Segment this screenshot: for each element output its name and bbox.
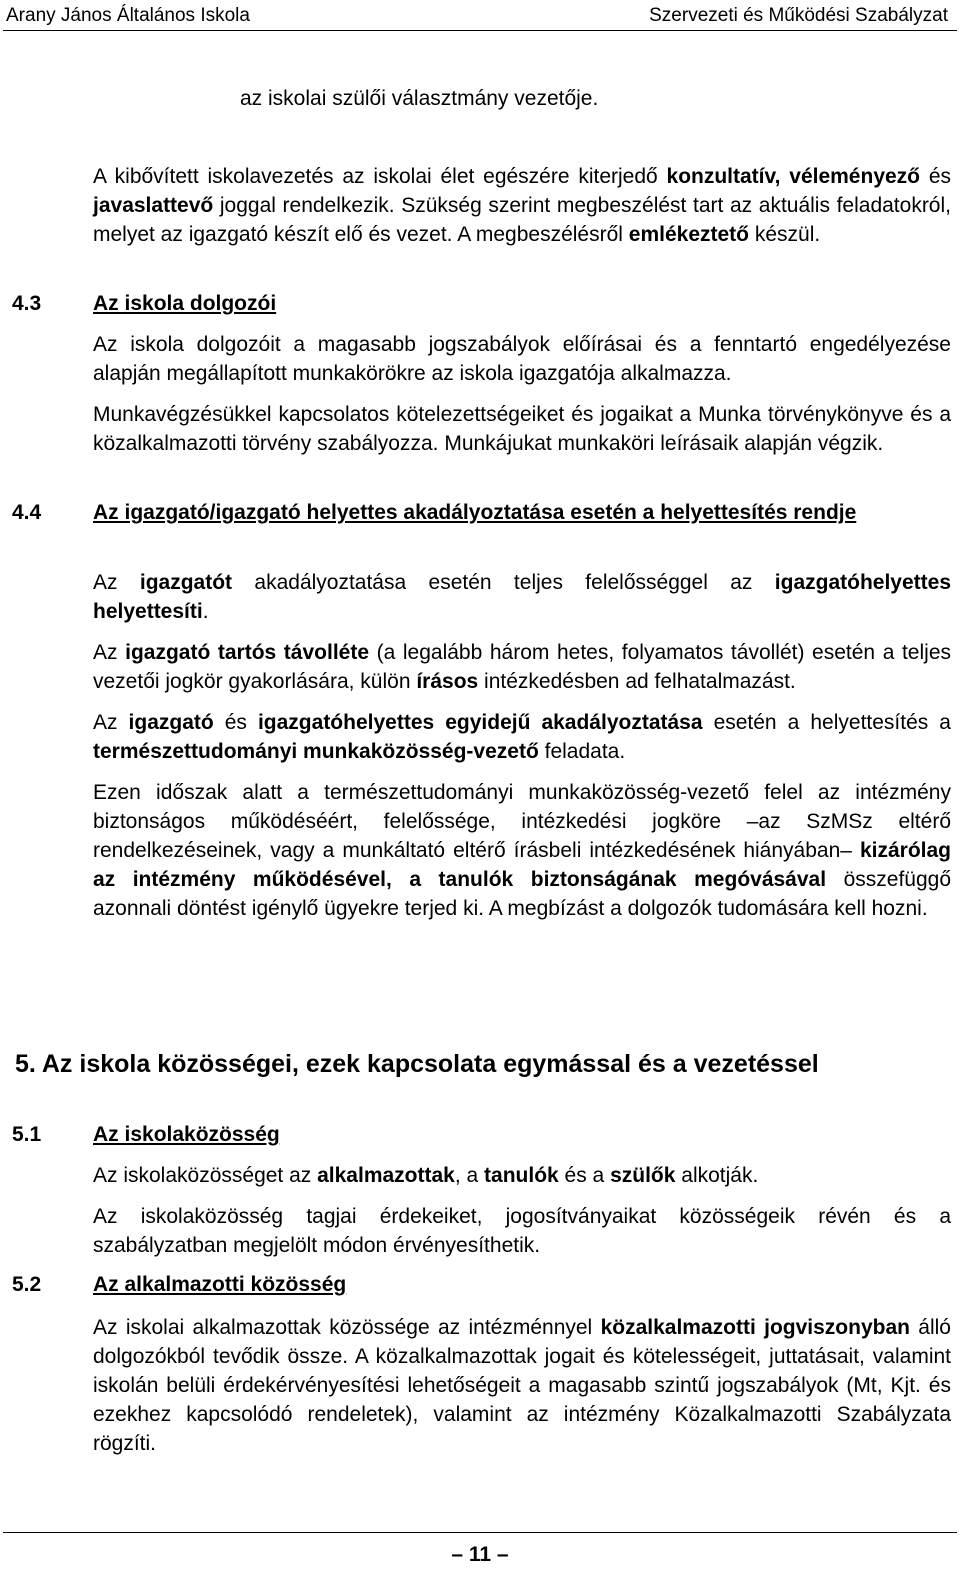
text: feladata.: [538, 740, 626, 763]
text: , a: [454, 1164, 485, 1187]
text: összefüggő azonnali döntést igénylő ügyekre terjed ki. A megbízást a dolgozók tudomására kell hozni.: [93, 868, 951, 920]
bold-text: közalkalmazotti jogviszonyban: [600, 1316, 910, 1339]
header-school-name: Arany János Általános Iskola: [6, 5, 250, 26]
bold-text: írásos: [416, 670, 479, 693]
bold-text: igazgató: [128, 711, 214, 734]
bold-text: természettudományi munkaközösség-vezető: [93, 740, 539, 763]
section-number-4-3: 4.3: [12, 292, 42, 315]
chapter-title: 5. Az iskola közösségei, ezek kapcsolata egymással és a vezetéssel: [15, 1050, 819, 1078]
bold-text: emlékeztető: [628, 223, 749, 246]
paragraph: Az iskolaközösség tagjai érdekeiket, jogosítványaikat közösségeik révén és a szabályzatban megjelölt módon érvényesíthetik.: [93, 1205, 951, 1257]
text: joggal rendelkezik. Szükség szerint megbeszélést tart az aktuális feladatokról, melyet az igazgató készít elő és vezet. A megbeszélésről: [93, 194, 951, 246]
text: és: [920, 165, 951, 188]
text: Ezen időszak alatt a természettudományi munkaközösség-vezető felel az intézmény biztonságos működéséért, felelőssége, intézkedési jogköre –az SzMSz eltérő rendelkezéseinek, vagy a munkáltató eltérő írásbeli intézkedésének hiányában–: [93, 781, 951, 862]
page-header: [0, 2, 960, 30]
text: és a: [558, 1164, 611, 1187]
text: Az: [93, 641, 126, 664]
text: Az iskolai alkalmazottak közössége az intézménnyel: [93, 1316, 601, 1339]
text: készül.: [749, 223, 821, 246]
section-5-1-body: [93, 1161, 951, 1260]
bold-text: igazgatót: [139, 571, 233, 594]
paragraph: Az iskola dolgozóit a magasabb jogszabályok előírásai és a fenntartó engedélyezése alapján megállapított munkakörökre az iskola igazgatója alkalmazza.: [93, 333, 951, 385]
intro-paragraph: [93, 162, 951, 249]
top-line: az iskolai szülői választmány vezetője.: [240, 87, 599, 110]
text: (a legalább három hetes, folyamatos távollét) esetén a teljes vezetői jogkör gyakorlására, külön: [93, 641, 951, 693]
bold-text: igazgató tartós távolléte: [125, 641, 370, 664]
page-number: – 11 –: [451, 1543, 509, 1566]
text: A kibővített iskolavezetés az iskolai élet egészére kiterjedő: [93, 165, 667, 188]
bold-text: alkalmazottak: [317, 1164, 455, 1187]
bold-text: szülők: [610, 1164, 676, 1187]
text: akadályoztatása esetén teljes felelősséggel az: [232, 571, 775, 594]
section-5-2-body: [93, 1313, 951, 1458]
section-title-5-1: Az iskolaközösség: [93, 1123, 280, 1146]
text: esetén a helyettesítés a: [702, 711, 951, 734]
section-title-5-2: Az alkalmazotti közösség: [93, 1273, 347, 1296]
paragraph: [93, 638, 951, 696]
text: .: [202, 600, 209, 623]
bold-text: igazgatóhelyettes helyettesíti: [93, 571, 952, 623]
section-number-5-2: 5.2: [12, 1273, 42, 1296]
section-4-3-body: [93, 330, 951, 458]
text: Az iskolaközösséget az: [93, 1164, 318, 1187]
paragraph: [93, 1161, 951, 1190]
text: Az: [93, 571, 140, 594]
paragraph: [93, 708, 951, 766]
bold-text: igazgatóhelyettes egyidejű akadályoztatása: [257, 711, 703, 734]
paragraph: [93, 568, 951, 626]
section-number-5-1: 5.1: [12, 1123, 42, 1146]
text: alkotják.: [675, 1164, 759, 1187]
text: álló dolgozókból tevődik össze. A közalkalmazottak jogait és kötelességeit, juttatásait, valamint iskolán belüli érdekérvényesítési lehetőségeit a magasabb szintű jogszabályok (Mt, Kjt. és ezekhez kapcsolódó rendeletek), valamint az intézmény Közalkalmazotti Szabályzata rögzíti.: [93, 1316, 951, 1455]
section-number-4-4: 4.4: [12, 501, 42, 524]
footer-divider: [3, 1532, 957, 1533]
bold-text: javaslattevő: [93, 194, 214, 217]
text: intézkedésben ad felhatalmazást.: [478, 670, 796, 693]
text: Az: [93, 711, 129, 734]
paragraph: [93, 1313, 951, 1458]
section-title-4-3: Az iskola dolgozói: [93, 292, 277, 315]
bold-text: tanulók: [484, 1164, 559, 1187]
section-4-4-body: [93, 568, 951, 923]
bold-text: kizárólag az intézmény működésével, a tanulók biztonságának megóvásával: [93, 839, 951, 891]
header-divider: [3, 30, 957, 31]
header-document-title: Szervezeti és Működési Szabályzat: [649, 5, 948, 26]
text: és: [213, 711, 258, 734]
paragraph: [93, 778, 951, 923]
bold-text: konzultatív, véleményező: [666, 165, 921, 188]
paragraph: Munkavégzésükkel kapcsolatos kötelezettségeiket és jogaikat a Munka törvénykönyve és a közalkalmazotti törvény szabályozza. Munkájukat munkaköri leírásaik alapján végzik.: [93, 403, 951, 455]
section-title-4-4: Az igazgató/igazgató helyettes akadályoztatása esetén a helyettesítés rendje: [93, 501, 857, 524]
